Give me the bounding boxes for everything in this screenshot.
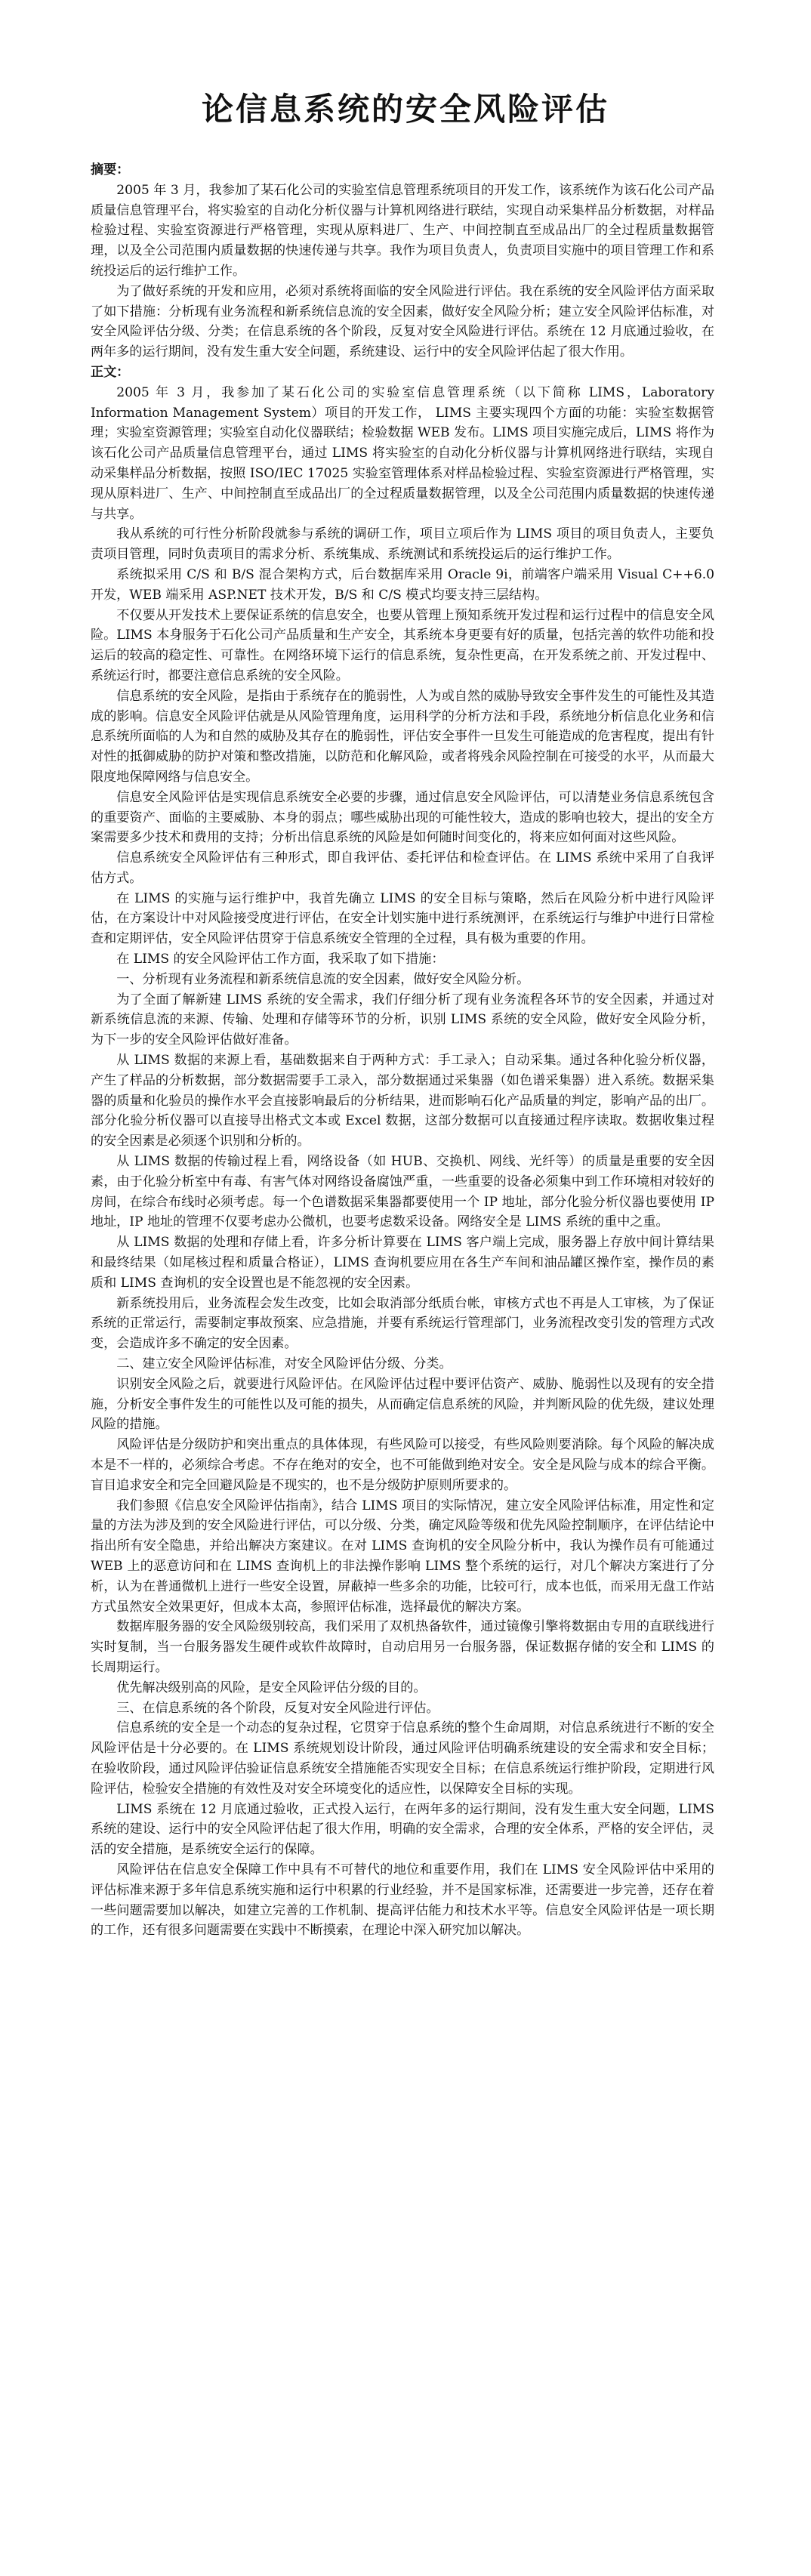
body-paragraph: 在 LIMS 的实施与运行维护中，我首先确立 LIMS 的安全目标与策略，然后在风险分析中进行风险评估，在方案设计中对风险接受度进行评估，在安全计划实施中进行系统测评，在系统运行与维护中进行日常检查和定期评估，安全风险评估贯穿于信息系统安全管理的全过程，具有极为重要的作用。 [91,890,714,947]
body-paragraph: 我从系统的可行性分析阶段就参与系统的调研工作，项目立项后作为 LIMS 项目的项目负责人，主要负责项目管理，同时负责项目的需求分析、系统集成、系统测试和系统投运后的运行维护工作。 [91,526,714,563]
body-paragraph: 信息系统的安全风险，是指由于系统存在的脆弱性，人为或自然的威胁导致安全事件发生的可能性及其造成的影响。信息安全风险评估就是从风险管理角度，运用科学的分析方法和手段，系统地分析信息化业务和信息系统所面临的人为和自然的威胁及其存在的脆弱性，评估安全事件一旦发生可能造成的危害程度，提出有针对性的抵御威胁的防护对策和整改措施，以防范和化解风险，或者将残余风险控制在可接受的水平，从而最大限度地保障网络与信息安全。 [91,688,714,785]
body-paragraph: 我们参照《信息安全风险评估指南》，结合 LIMS 项目的实际情况，建立安全风险评估标准，用定性和定量的方法为涉及到的安全风险进行评估，可以分级、分类，确定风险等级和优先风险控制顺序，在评估结论中指出所有安全隐患，并给出解决方案建议。在对 LIMS 查询机的安全风险分析中，我认为操作员有可能通过 WEB 上的恶意访问和在 LIMS 查询机上的非法操作影响 LIMS 整个系统的运行，对几个解决方案进行了分析，认为在普通微机上进行一些安全设置，屏蔽掉一些多余的功能，比较可行，成本也低，而采用无盘工作站方式虽然安全效果更好，但成本太高，参照评估标准，选择最优的解决方案。 [91,1498,714,1615]
body-paragraph: 2005 年 3 月，我参加了某石化公司的实验室信息管理系统（以下简称 LIMS，Laboratory Information Management System）项目的开发工作， LIMS 主要实现四个方面的功能：实验室数据管理；实验室资源管理；实验室自动化仪器联结；检验数据 WEB 发布。LIMS 项目实施完成后，LIMS 将作为该石化公司产品质量信息管理平台，通过 LIMS 将实验室的自动化分析仪器与计算机网络进行联结，实现自动采集样品分析数据，按照 ISO/IEC 17025 实验室管理体系对样品检验过程、实验室资源进行严格管理，实现从原料进厂、生产、中间控制直至成品出厂的全过程质量数据管理，以及全公司范围内质量数据的快速传递与共享。 [91,384,714,522]
body-paragraph: 信息安全风险评估是实现信息系统安全必要的步骤，通过信息安全风险评估，可以清楚业务信息系统包含的重要资产、面临的主要威胁、本身的弱点；哪些威胁出现的可能性较大，造成的影响也较大，提出的安全方案需要多少技术和费用的支持；分析出信息系统的风险是如何随时间变化的，将来应如何面对这些风险。 [91,789,714,846]
body-paragraph: 风险评估在信息安全保障工作中具有不可替代的地位和重要作用，我们在 LIMS 安全风险评估中采用的评估标准来源于多年信息系统实施和运行中积累的行业经验，并不是国家标准，还需要进一步完善，还存在着一些问题需要加以解决，如建立完善的工作机制、提高评估能力和技术水平等。信息安全风险评估是一项长期的工作，还有很多问题需要在实践中不断摸索，在理论中深入研究加以解决。 [91,1862,714,1939]
body-paragraph: 新系统投用后，业务流程会发生改变，比如会取消部分纸质台帐，审核方式也不再是人工审核，为了保证系统的正常运行，需要制定事故预案、应急措施，并要有系统运行管理部门，业务流程改变引发的管理方式改变，会造成许多不确定的安全因素。 [91,1295,714,1352]
body-paragraph: LIMS 系统在 12 月底通过验收，正式投入运行，在两年多的运行期间，没有发生重大安全问题，LIMS 系统的建设、运行中的安全风险评估起了很大作用，明确的安全需求，合理的安全体系，严格的安全评估，灵活的安全措施，是系统安全运行的保障。 [91,1801,714,1858]
body-paragraph: 优先解决级别高的风险，是安全风险评估分级的目的。 [116,1680,427,1695]
section-heading-2: 二、建立安全风险评估标准，对安全风险评估分级、分类。 [116,1356,452,1372]
body-paragraph: 信息系统安全风险评估有三种形式，即自我评估、委托评估和检查评估。在 LIMS 系统中采用了自我评估方式。 [91,850,714,886]
body-paragraph: 从 LIMS 数据的传输过程上看，网络设备（如 HUB、交换机、网线、光纤等）的质量是重要的安全因素，由于化验分析室中有毒、有害气体对网络设备腐蚀严重，一些重要的设备必须集中到工作环境相对较好的房间，在综合布线时必须考虑。每一个色谱数据采集器都要使用一个 IP 地址，部分化验分析仪器也要使用 IP 地址，IP 地址的管理不仅要考虑办公微机，也要考虑数采设备。网络安全是 LIMS 系统的重中之重。 [91,1154,714,1230]
body-paragraph: 从 LIMS 数据的来源上看，基础数据来自于两种方式：手工录入；自动采集。通过各种化验分析仪器，产生了样品的分析数据，部分数据需要手工录入，部分数据通过采集器（如色谱采集器）进入系统。数据采集器的质量和化验员的操作水平会直接影响最后的分析结果，进而影响石化产品质量的判定，影响产品的出厂。部分化验分析仪器可以直接导出格式文本或 Excel 数据，这部分数据可以直接通过程序读取。数据收集过程的安全因素是必须逐个识别和分析的。 [91,1053,714,1149]
body-paragraph: 系统拟采用 C/S 和 B/S 混合架构方式，后台数据库采用 Oracle 9i，前端客户端采用 Visual C++6.0 开发，WEB 端采用 ASP.NET 技术开发，B/S 和 C/S 模式均要支持三层结构。 [91,566,714,603]
section-heading-1: 一、分析现有业务流程和新系统信息流的安全因素，做好安全风险分析。 [116,971,530,987]
body-paragraph: 识别安全风险之后，就要进行风险评估。在风险评估过程中要评估资产、威胁、脆弱性以及现有的安全措施，分析安全事件发生的可能性以及可能的损失，从而确定信息系统的风险，并判断风险的优先级，建议处理风险的措施。 [91,1376,714,1433]
document-body [91,160,714,1941]
abstract-paragraph: 为了做好系统的开发和应用，必须对系统将面临的安全风险进行评估。我在系统的安全风险评估方面采取了如下措施：分析现有业务流程和新系统信息流的安全因素，做好安全风险分析；建立安全风险评估标准，对安全风险评估分级、分类；在信息系统的各个阶段，反复对安全风险进行评估。系统在 12 月底通过验收，在两年多的运行期间，没有发生重大安全问题，系统建设、运行中的安全风险评估起了很大作用。 [91,283,714,360]
section-heading-3: 三、在信息系统的各个阶段，反复对安全风险进行评估。 [116,1700,439,1716]
body-paragraph: 信息系统的安全是一个动态的复杂过程，它贯穿于信息系统的整个生命周期，对信息系统进行不断的安全风险评估是十分必要的。在 LIMS 系统规划设计阶段，通过风险评估明确系统建设的安全需求和安全目标；在验收阶段，通过风险评估验证信息系统安全措施能否实现安全目标；在信息系统运行维护阶段，定期进行风险评估，检验安全措施的有效性及对安全环境变化的适应性，以保障安全目标的实现。 [91,1720,714,1797]
body-paragraph: 数据库服务器的安全风险级别较高，我们采用了双机热备软件，通过镜像引擎将数据由专用的直联线进行实时复制，当一台服务器发生硬件或软件故障时，自动启用另一台服务器，保证数据存储的安全和 LIMS 的长周期运行。 [91,1619,714,1675]
body-paragraph: 为了全面了解新建 LIMS 系统的安全需求，我们仔细分析了现有业务流程各环节的安全因素，并通过对新系统信息流的来源、传输、处理和存储等环节的分析，识别 LIMS 系统的安全风险，做好安全风险分析，为下一步的安全风险评估做好准备。 [91,992,714,1048]
document-title: 论信息系统的安全风险评估 [201,91,609,128]
body-paragraph: 从 LIMS 数据的处理和存储上看，许多分析计算要在 LIMS 客户端上完成，服务器上存放中间计算结果和最终结果（如尾核过程和质量合格证），LIMS 查询机要应用在各生产车间和油品罐区操作室，操作员的素质和 LIMS 查询机的安全设置也是不能忽视的安全因素。 [91,1235,714,1291]
body-paragraph: 不仅要从开发技术上要保证系统的信息安全，也要从管理上预知系统开发过程和运行过程中的信息安全风险。LIMS 本身服务于石化公司产品质量和生产安全，其系统本身更要有好的质量，包括完善的软件功能和投运后的较高的稳定性、可靠性。在网络环境下运行的信息系统，复杂性更高，在开发系统之前、开发过程中、系统运行时，都要注意信息系统的安全风险。 [91,607,714,683]
abstract-paragraph: 2005 年 3 月，我参加了某石化公司的实验室信息管理系统项目的开发工作，该系统作为该石化公司产品质量信息管理平台，将实验室的自动化分析仪器与计算机网络进行联结，实现自动采集样品分析数据，对样品检验过程、实验室资源进行严格管理，实现从原料进厂、生产、中间控制直至成品出厂的全过程质量数据管理，以及全公司范围内质量数据的快速传递与共享。我作为项目负责人，负责项目实施中的项目管理工作和系统投运后的运行维护工作。 [91,182,714,279]
abstract-label: 摘要： [91,162,130,177]
body-label: 正文： [91,364,130,380]
body-paragraph: 风险评估是分级防护和突出重点的具体体现，有些风险可以接受，有些风险则要消除。每个风险的解决成本是不一样的，必须综合考虑。不存在绝对的安全，也不可能做到绝对安全。安全是风险与成本的综合平衡。盲目追求安全和完全回避风险是不现实的，也不是分级防护原则所要求的。 [91,1437,714,1493]
body-paragraph: 在 LIMS 的安全风险评估工作方面，我采取了如下措施： [116,952,445,967]
